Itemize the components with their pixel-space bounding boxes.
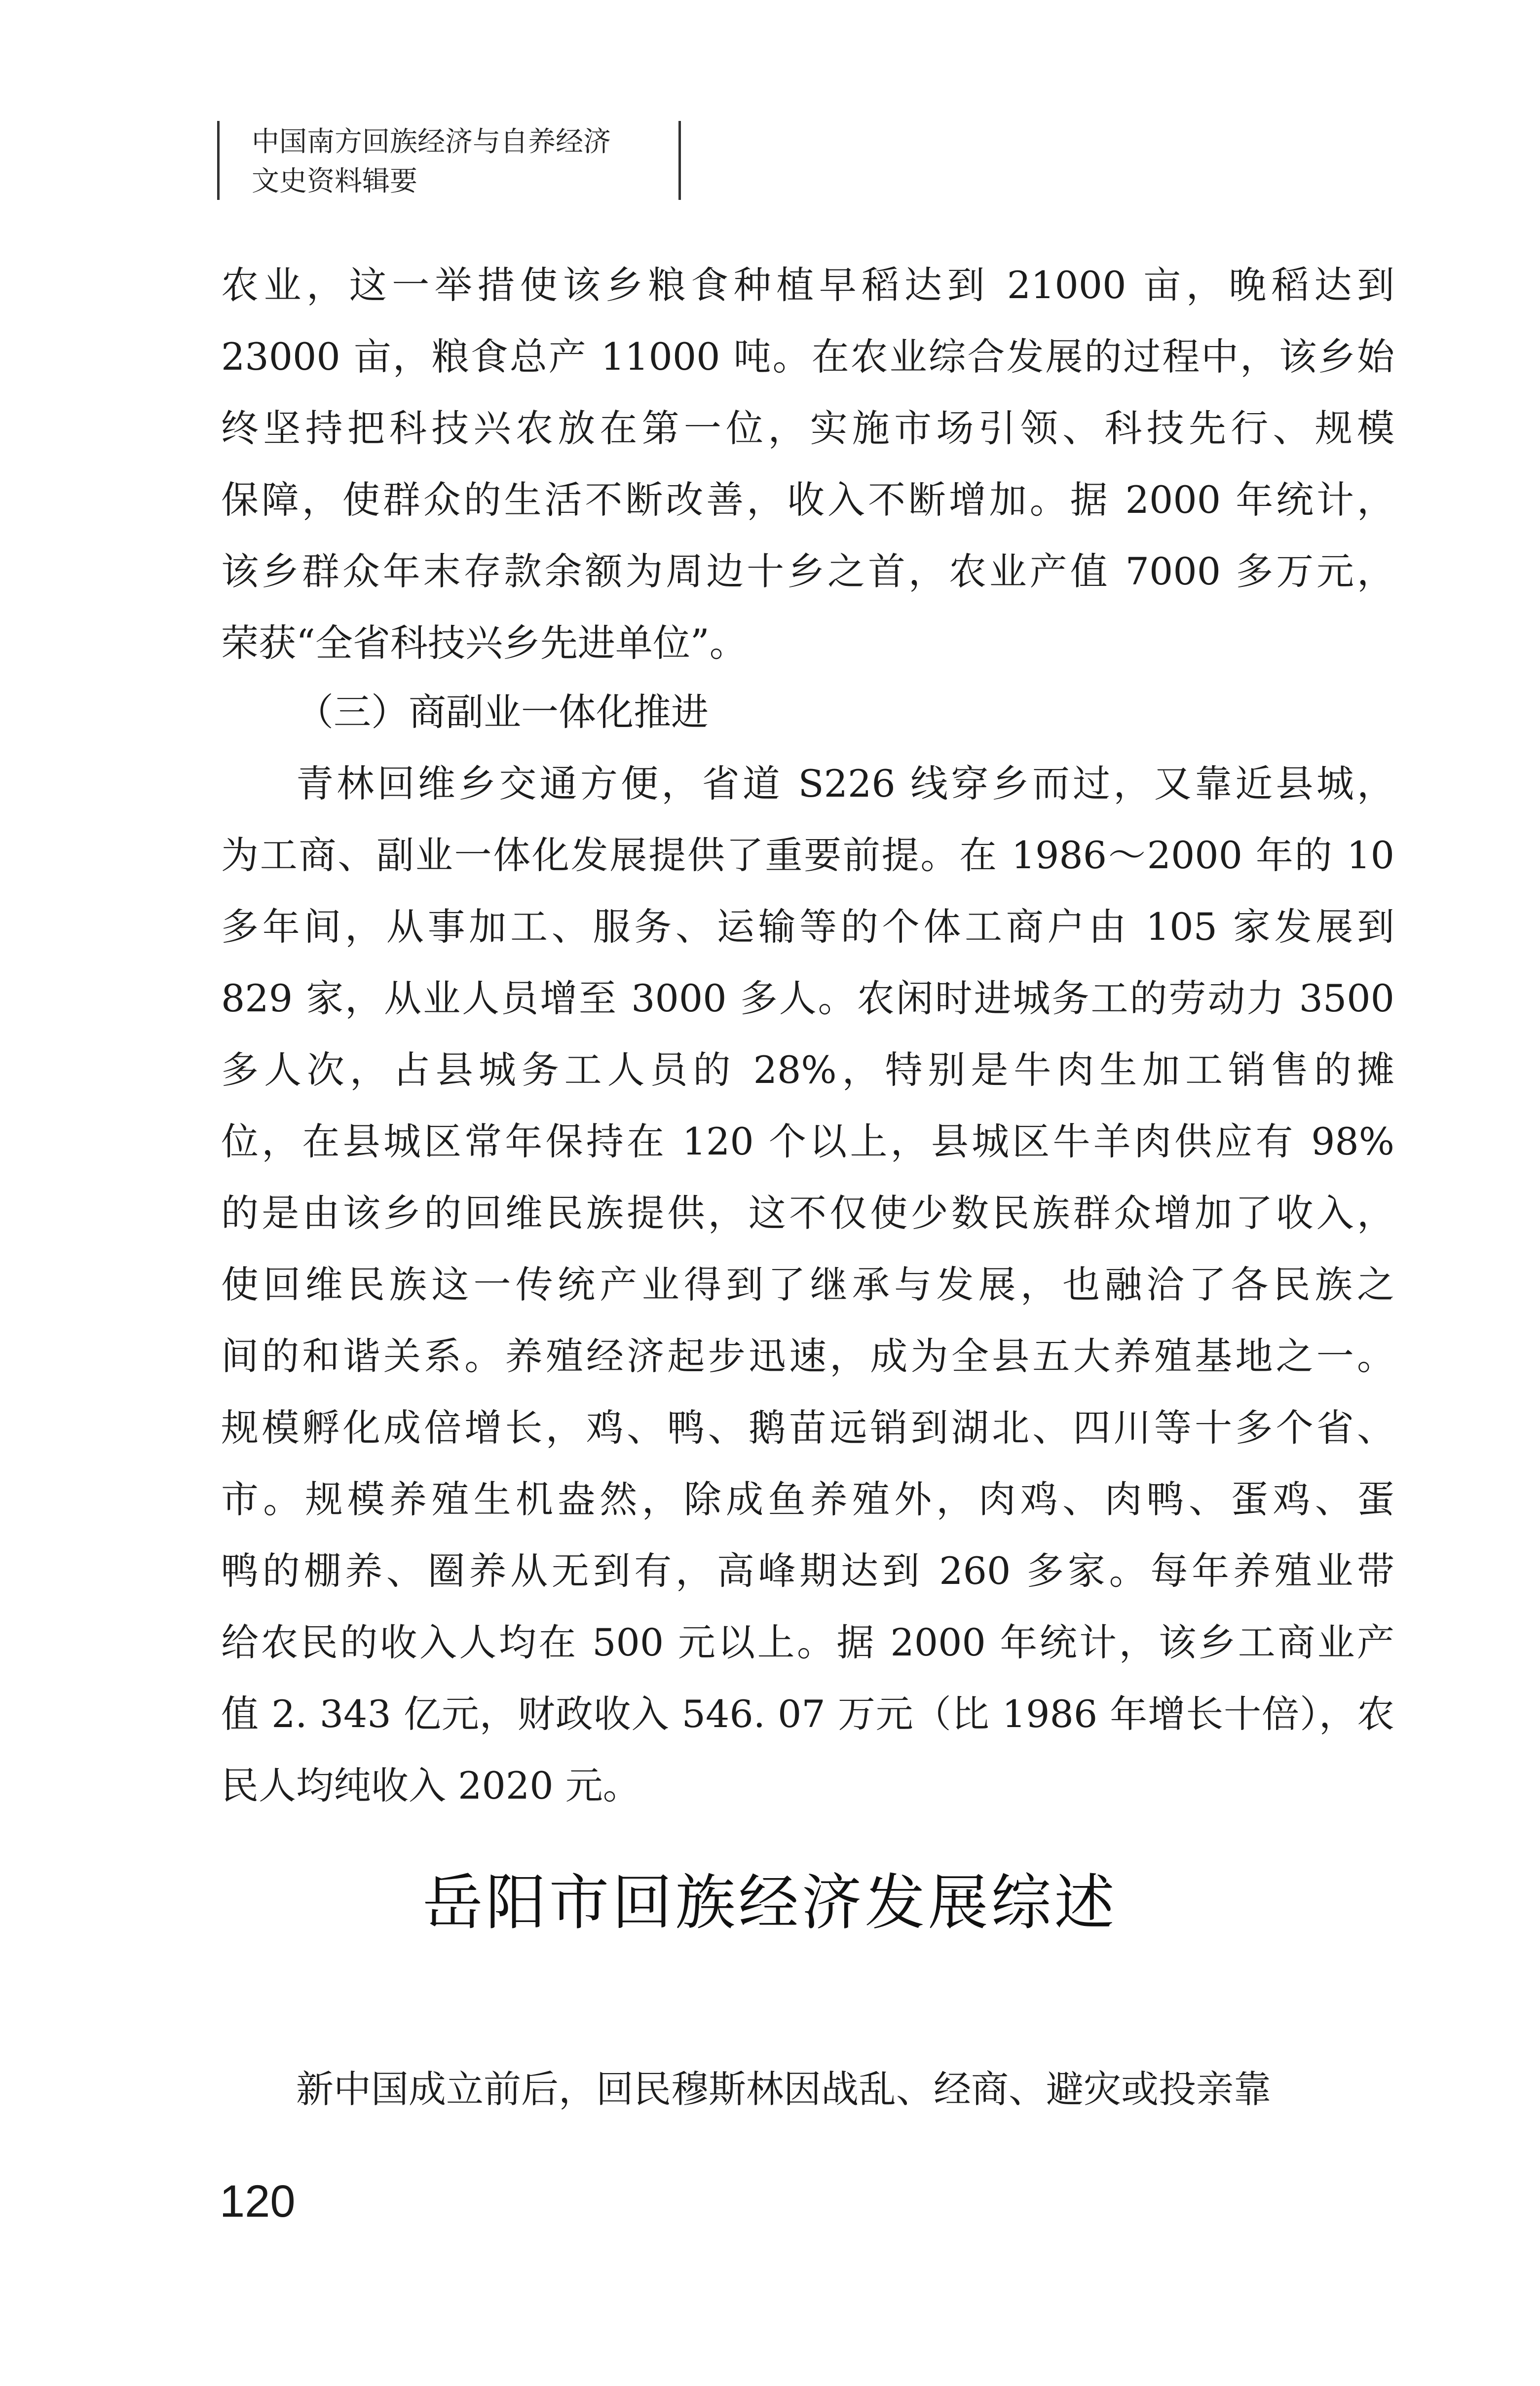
paragraph-line: 青林回维乡交通方便，省道 S226 线穿乡而过，又靠近县城， bbox=[296, 762, 1394, 806]
paragraph-line: 给农民的收入人均在 500 元以上。据 2000 年统计，该乡工商业产 bbox=[221, 1620, 1394, 1664]
paragraph-line: 为工商、副业一体化发展提供了重要前提。在 1986～2000 年的 10 bbox=[221, 833, 1394, 877]
section-title: 岳阳市回族经济发展综述 bbox=[422, 1868, 1118, 1938]
paragraph-line: 新中国成立前后，回民穆斯林因战乱、经商、避灾或投亲靠 bbox=[296, 2067, 1271, 2111]
paragraph-line: 值 2. 343 亿元，财政收入 546. 07 万元（比 1986 年增长十倍），农 bbox=[221, 1692, 1394, 1736]
paragraph-line: 民人均纯收入 2020 元。 bbox=[221, 1764, 640, 1808]
paragraph-line: 规模孵化成倍增长，鸡、鸭、鹅苗远销到湖北、四川等十多个省、 bbox=[221, 1406, 1394, 1450]
running-head bbox=[217, 121, 686, 202]
running-head-line-1: 中国南方回族经济与自养经济 bbox=[252, 126, 611, 158]
paragraph-line: 终坚持把科技兴农放在第一位，实施市场引领、科技先行、规模 bbox=[221, 406, 1394, 450]
running-head-line-2: 文史资料辑要 bbox=[252, 165, 417, 197]
paragraph-line: 鸭的棚养、圈养从无到有，高峰期达到 260 多家。每年养殖业带 bbox=[221, 1549, 1394, 1593]
paragraph-line: 保障，使群众的生活不断改善，收入不断增加。据 2000 年统计， bbox=[221, 478, 1394, 522]
paragraph-2 bbox=[221, 748, 1394, 1821]
subheading: （三）商副业一体化推进 bbox=[296, 690, 709, 734]
paragraph-1 bbox=[221, 249, 1394, 679]
paragraph-line: 使回维民族这一传统产业得到了继承与发展，也融洽了各民族之 bbox=[221, 1263, 1394, 1307]
paragraph-line: 市。规模养殖生机盎然，除成鱼养殖外，肉鸡、肉鸭、蛋鸡、蛋 bbox=[221, 1477, 1394, 1521]
paragraph-line: 的是由该乡的回维民族提供，这不仅使少数民族群众增加了收入， bbox=[221, 1191, 1394, 1235]
page-number: 120 bbox=[220, 2176, 296, 2227]
paragraph-line: 829 家，从业人员增至 3000 多人。农闲时进城务工的劳动力 3500 bbox=[221, 976, 1394, 1020]
paragraph-line: 23000 亩，粮食总产 11000 吨。在农业综合发展的过程中，该乡始 bbox=[221, 335, 1394, 379]
paragraph-line: 农业，这一举措使该乡粮食种植早稻达到 21000 亩，晚稻达到 bbox=[221, 263, 1394, 307]
paragraph-line: 位，在县城区常年保持在 120 个以上，县城区牛羊肉供应有 98% bbox=[221, 1119, 1394, 1163]
paragraph-line: 荣获“全省科技兴乡先进单位”。 bbox=[221, 621, 747, 665]
running-head-left-rule bbox=[217, 121, 220, 200]
paragraph-line: 多人次，占县城务工人员的 28%，特别是牛肉生加工销售的摊 bbox=[221, 1048, 1394, 1092]
paragraph-line: 该乡群众年末存款余额为周边十乡之首，农业产值 7000 多万元， bbox=[221, 549, 1394, 593]
running-head-right-rule bbox=[678, 121, 681, 200]
paragraph-line: 多年间，从事加工、服务、运输等的个体工商户由 105 家发展到 bbox=[221, 905, 1394, 949]
paragraph-line: 间的和谐关系。养殖经济起步迅速，成为全县五大养殖基地之一。 bbox=[221, 1334, 1394, 1378]
paragraph-3 bbox=[221, 2053, 1394, 2125]
